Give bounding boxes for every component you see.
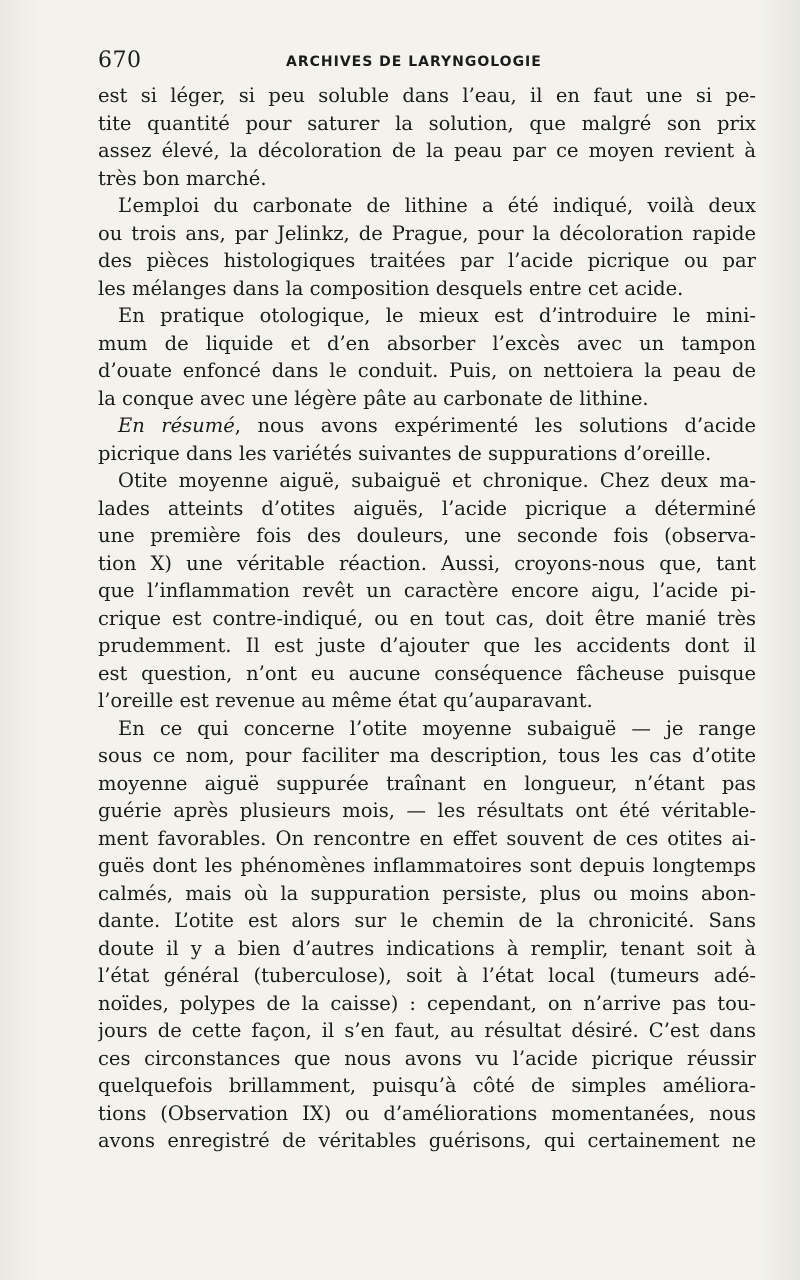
line-text: l’oreille est revenue au même état qu’auparavant. [98,689,593,712]
line-text: sous ce nom, pour faciliter ma description, tous les cas d’otite [98,744,756,767]
line-text: lades atteints d’otites aiguës, l’acide picrique a déterminé [98,496,756,520]
text-line [98,770,756,798]
line-text: ces circonstances que nous avons vu l’acide picrique réussir [98,1046,756,1070]
line-text: très bon marché. [98,166,267,190]
line-text: crique est contre-indiqué, ou en tout cas, doit être manié très [98,606,756,630]
text-line [98,275,756,303]
text-line [98,1127,756,1155]
text-line [98,412,756,440]
text-line [98,935,756,963]
line-text: L’emploi du carbonate de lithine a été indiqué, voilà deux [118,194,756,217]
line-text: jours de cette façon, il s’en faut, au résultat désiré. C’est dans [98,1019,756,1042]
line-text: En pratique otologique, le mieux est d’introduire le mini- [118,304,756,327]
line-text: est question, n’ont eu aucune conséquence fâcheuse puisque [98,661,756,685]
line-text: prudemment. Il est juste d’ajouter que les accidents dont il [98,634,756,657]
line-text: tite quantité pour saturer la solution, que malgré son prix [98,111,756,135]
line-text: tions (Observation IX) ou d’améliorations momentanées, nous [98,1101,756,1125]
line-text: les mélanges dans la composition desquels entre cet acide. [98,276,684,300]
text-line [98,165,756,193]
line-text: assez élevé, la décoloration de la peau par ce moyen revient à [98,139,756,162]
text-line [98,632,756,660]
line-text: , nous avons expérimenté les solutions d’acide [234,414,756,437]
text-line [98,907,756,935]
line-text: dante. L’otite est alors sur le chemin de la chronicité. Sans [98,909,756,932]
text-line [98,1100,756,1128]
text-line [98,605,756,633]
text-line [98,1045,756,1073]
text-line [98,302,756,330]
text-line [98,137,756,165]
line-text: tion X) une véritable réaction. Aussi, croyons-nous que, tant [98,551,756,575]
running-title: ARCHIVES DE LARYNGOLOGIE [286,54,542,70]
text-line [98,550,756,578]
line-text: quelquefois brillamment, puisqu’à côté de simples améliora- [98,1074,756,1097]
line-text: avons enregistré de véritables guérisons, qui certainement ne [98,1129,756,1152]
text-line [98,495,756,523]
line-text: calmés, mais où la suppuration persiste, plus ou moins abon- [98,881,756,905]
line-text: Otite moyenne aiguë, subaiguë et chronique. Chez deux ma- [118,469,756,492]
page-number: 670 [98,48,142,73]
text-line [98,715,756,743]
text-line [98,82,756,110]
text-line [98,880,756,908]
line-text: noïdes, polypes de la caisse) : cependant, on n’arrive pas tou- [98,991,756,1015]
text-line [98,742,756,770]
text-line [98,110,756,138]
line-text: la conque avec une légère pâte au carbonate de lithine. [98,386,649,410]
line-text: est si léger, si peu soluble dans l’eau, il en faut une si pe- [98,84,756,107]
line-text: doute il y a bien d’autres indications à remplir, tenant soit à [98,936,756,960]
text-line [98,1017,756,1045]
text-line [98,330,756,358]
line-text: d’ouate enfoncé dans le conduit. Puis, on nettoiera la peau de [98,359,756,382]
text-line [98,577,756,605]
line-text: picrique dans les variétés suivantes de suppurations d’oreille. [98,441,712,465]
text-line [98,687,756,715]
line-text: guérie après plusieurs mois, — les résultats ont été véritable- [98,799,756,822]
italic-lead: En résumé [118,414,235,437]
line-text: guës dont les phénomènes inflammatoires sont depuis longtemps [98,854,756,877]
text-line [98,962,756,990]
text-line [98,990,756,1018]
line-text: moyenne aiguë suppurée traînant en longueur, n’étant pas [98,771,756,795]
text-line [98,797,756,825]
line-text: ou trois ans, par Jelinkz, de Prague, pour la décoloration rapide [98,221,756,245]
text-line [98,220,756,248]
text-line [98,1072,756,1100]
text-line [98,660,756,688]
line-text: une première fois des douleurs, une seconde fois (observa- [98,524,756,547]
text-line [98,357,756,385]
line-text: l’état général (tuberculose), soit à l’état local (tumeurs adé- [98,964,756,987]
line-text: ment favorables. On rencontre en effet souvent de ces otites ai- [98,826,756,850]
line-text: En ce qui concerne l’otite moyenne subaiguë — je range [118,716,756,740]
text-line [98,385,756,413]
text-line [98,247,756,275]
text-line [98,467,756,495]
line-text: mum de liquide et d’en absorber l’excès avec un tampon [98,331,756,355]
text-line [98,192,756,220]
text-line [98,522,756,550]
line-text: que l’inflammation revêt un caractère encore aigu, l’acide pi- [98,579,756,602]
text-line [98,825,756,853]
line-text: des pièces histologiques traitées par l’acide picrique ou par [98,249,756,272]
body-text [98,82,756,1155]
text-line [98,852,756,880]
page-header [98,48,758,76]
text-line [98,440,756,468]
